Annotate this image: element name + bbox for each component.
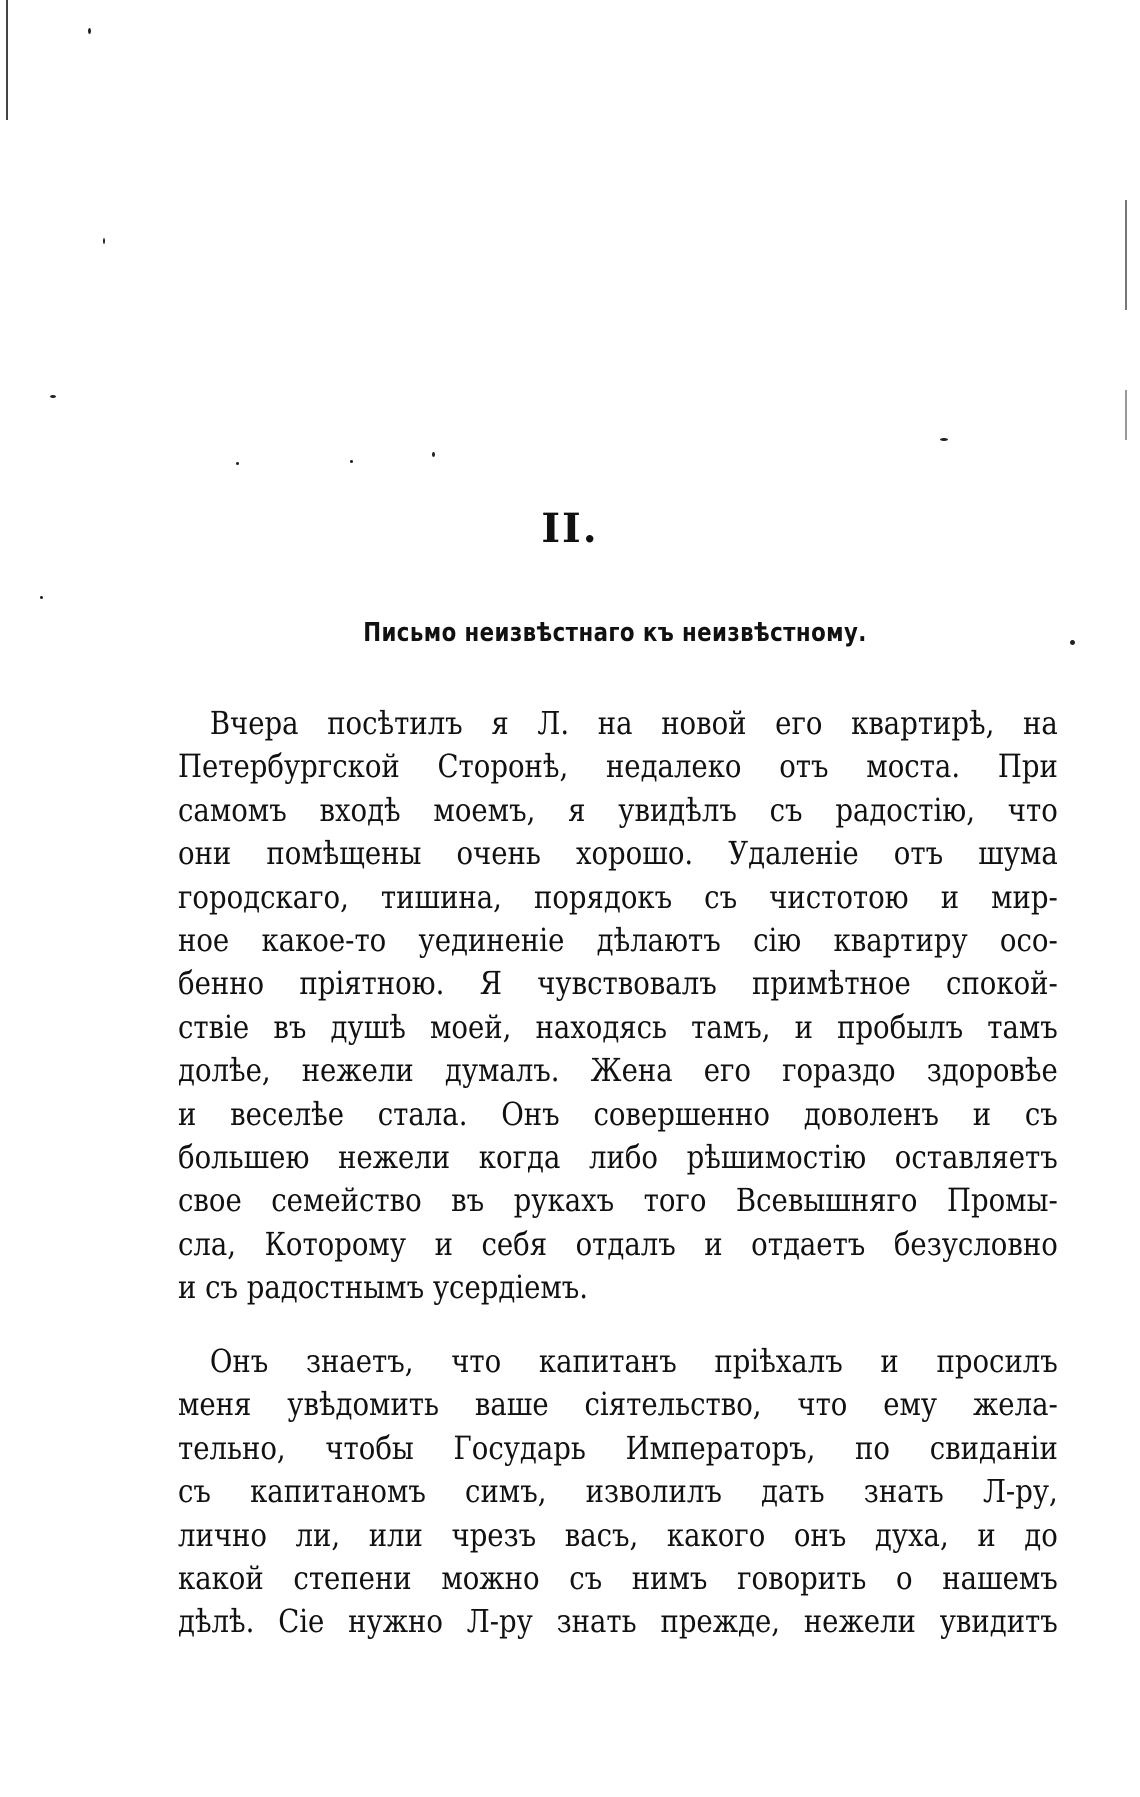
print-speck <box>40 596 43 599</box>
text-line: городскаго, тишина, порядокъ съ чистотою и мир- <box>178 877 1058 916</box>
print-speck <box>350 460 353 463</box>
print-speck <box>50 395 56 398</box>
print-speck <box>88 28 91 34</box>
text-line: тельно, чтобы Государь Императоръ, по свиданіи <box>178 1428 1058 1467</box>
print-speck <box>236 462 239 465</box>
paragraph-2 <box>178 1340 1058 1644</box>
text-line: долѣе, нежели думалъ. Жена его гораздо здоровѣе <box>178 1051 1058 1090</box>
page-edge-mark-right-lower <box>1125 390 1127 440</box>
chapter-number: II. <box>541 505 599 552</box>
text-line: какой степени можно съ нимъ говорить о нашемъ <box>178 1558 1058 1597</box>
print-speck <box>1070 640 1075 645</box>
text-line: самомъ входѣ моемъ, я увидѣлъ съ радостію, что <box>178 790 1058 829</box>
text-line: дѣлѣ. Сіе нужно Л-ру знать прежде, нежели увидитъ <box>178 1602 1058 1641</box>
text-line: большею нежели когда либо рѣшимостію оставляетъ <box>178 1137 1058 1176</box>
text-line: Вчера посѣтилъ я Л. на новой его квартирѣ, на <box>209 704 1058 742</box>
chapter-title: Письмо неизвѣстнаго къ неизвѣстному. <box>363 618 867 648</box>
text-line: Онъ знаетъ, что капитанъ пріѣхалъ и просилъ <box>209 1342 1058 1380</box>
text-line: ное какое-то уединеніе дѣлаютъ сію квартиру осо- <box>178 920 1058 959</box>
paragraph-1 <box>178 702 1058 1309</box>
text-line: и веселѣе стала. Онъ совершенно доволенъ и съ <box>178 1094 1058 1133</box>
text-line: и съ радостнымъ усердіемъ. <box>178 1268 589 1307</box>
page-edge-mark-right <box>1125 200 1127 310</box>
text-line: Петербургской Сторонѣ, недалеко отъ моста. При <box>178 747 1058 786</box>
page-edge-mark-left <box>6 0 8 120</box>
text-line: ствіе въ душѣ моей, находясь тамъ, и пробылъ тамъ <box>178 1007 1058 1046</box>
text-line: бенно пріятною. Я чувствовалъ примѣтное спокой- <box>178 964 1058 1003</box>
text-line: съ капитаномъ симъ, изволилъ дать знать Л-ру, <box>178 1472 1058 1511</box>
text-line: свое семейство въ рукахъ того Всевышняго Промы- <box>178 1181 1058 1220</box>
text-line: меня увѣдомить ваше сіятельство, что ему жела- <box>178 1385 1058 1424</box>
text-line: лично ли, или чрезъ васъ, какого онъ духа, и до <box>178 1515 1058 1554</box>
text-line: сла, Которому и себя отдалъ и отдаетъ безусловно <box>178 1224 1058 1263</box>
print-speck <box>103 238 105 244</box>
text-line: они помѣщены очень хорошо. Удаленіе отъ шума <box>178 834 1058 873</box>
print-speck <box>940 438 948 441</box>
print-speck <box>432 452 435 457</box>
